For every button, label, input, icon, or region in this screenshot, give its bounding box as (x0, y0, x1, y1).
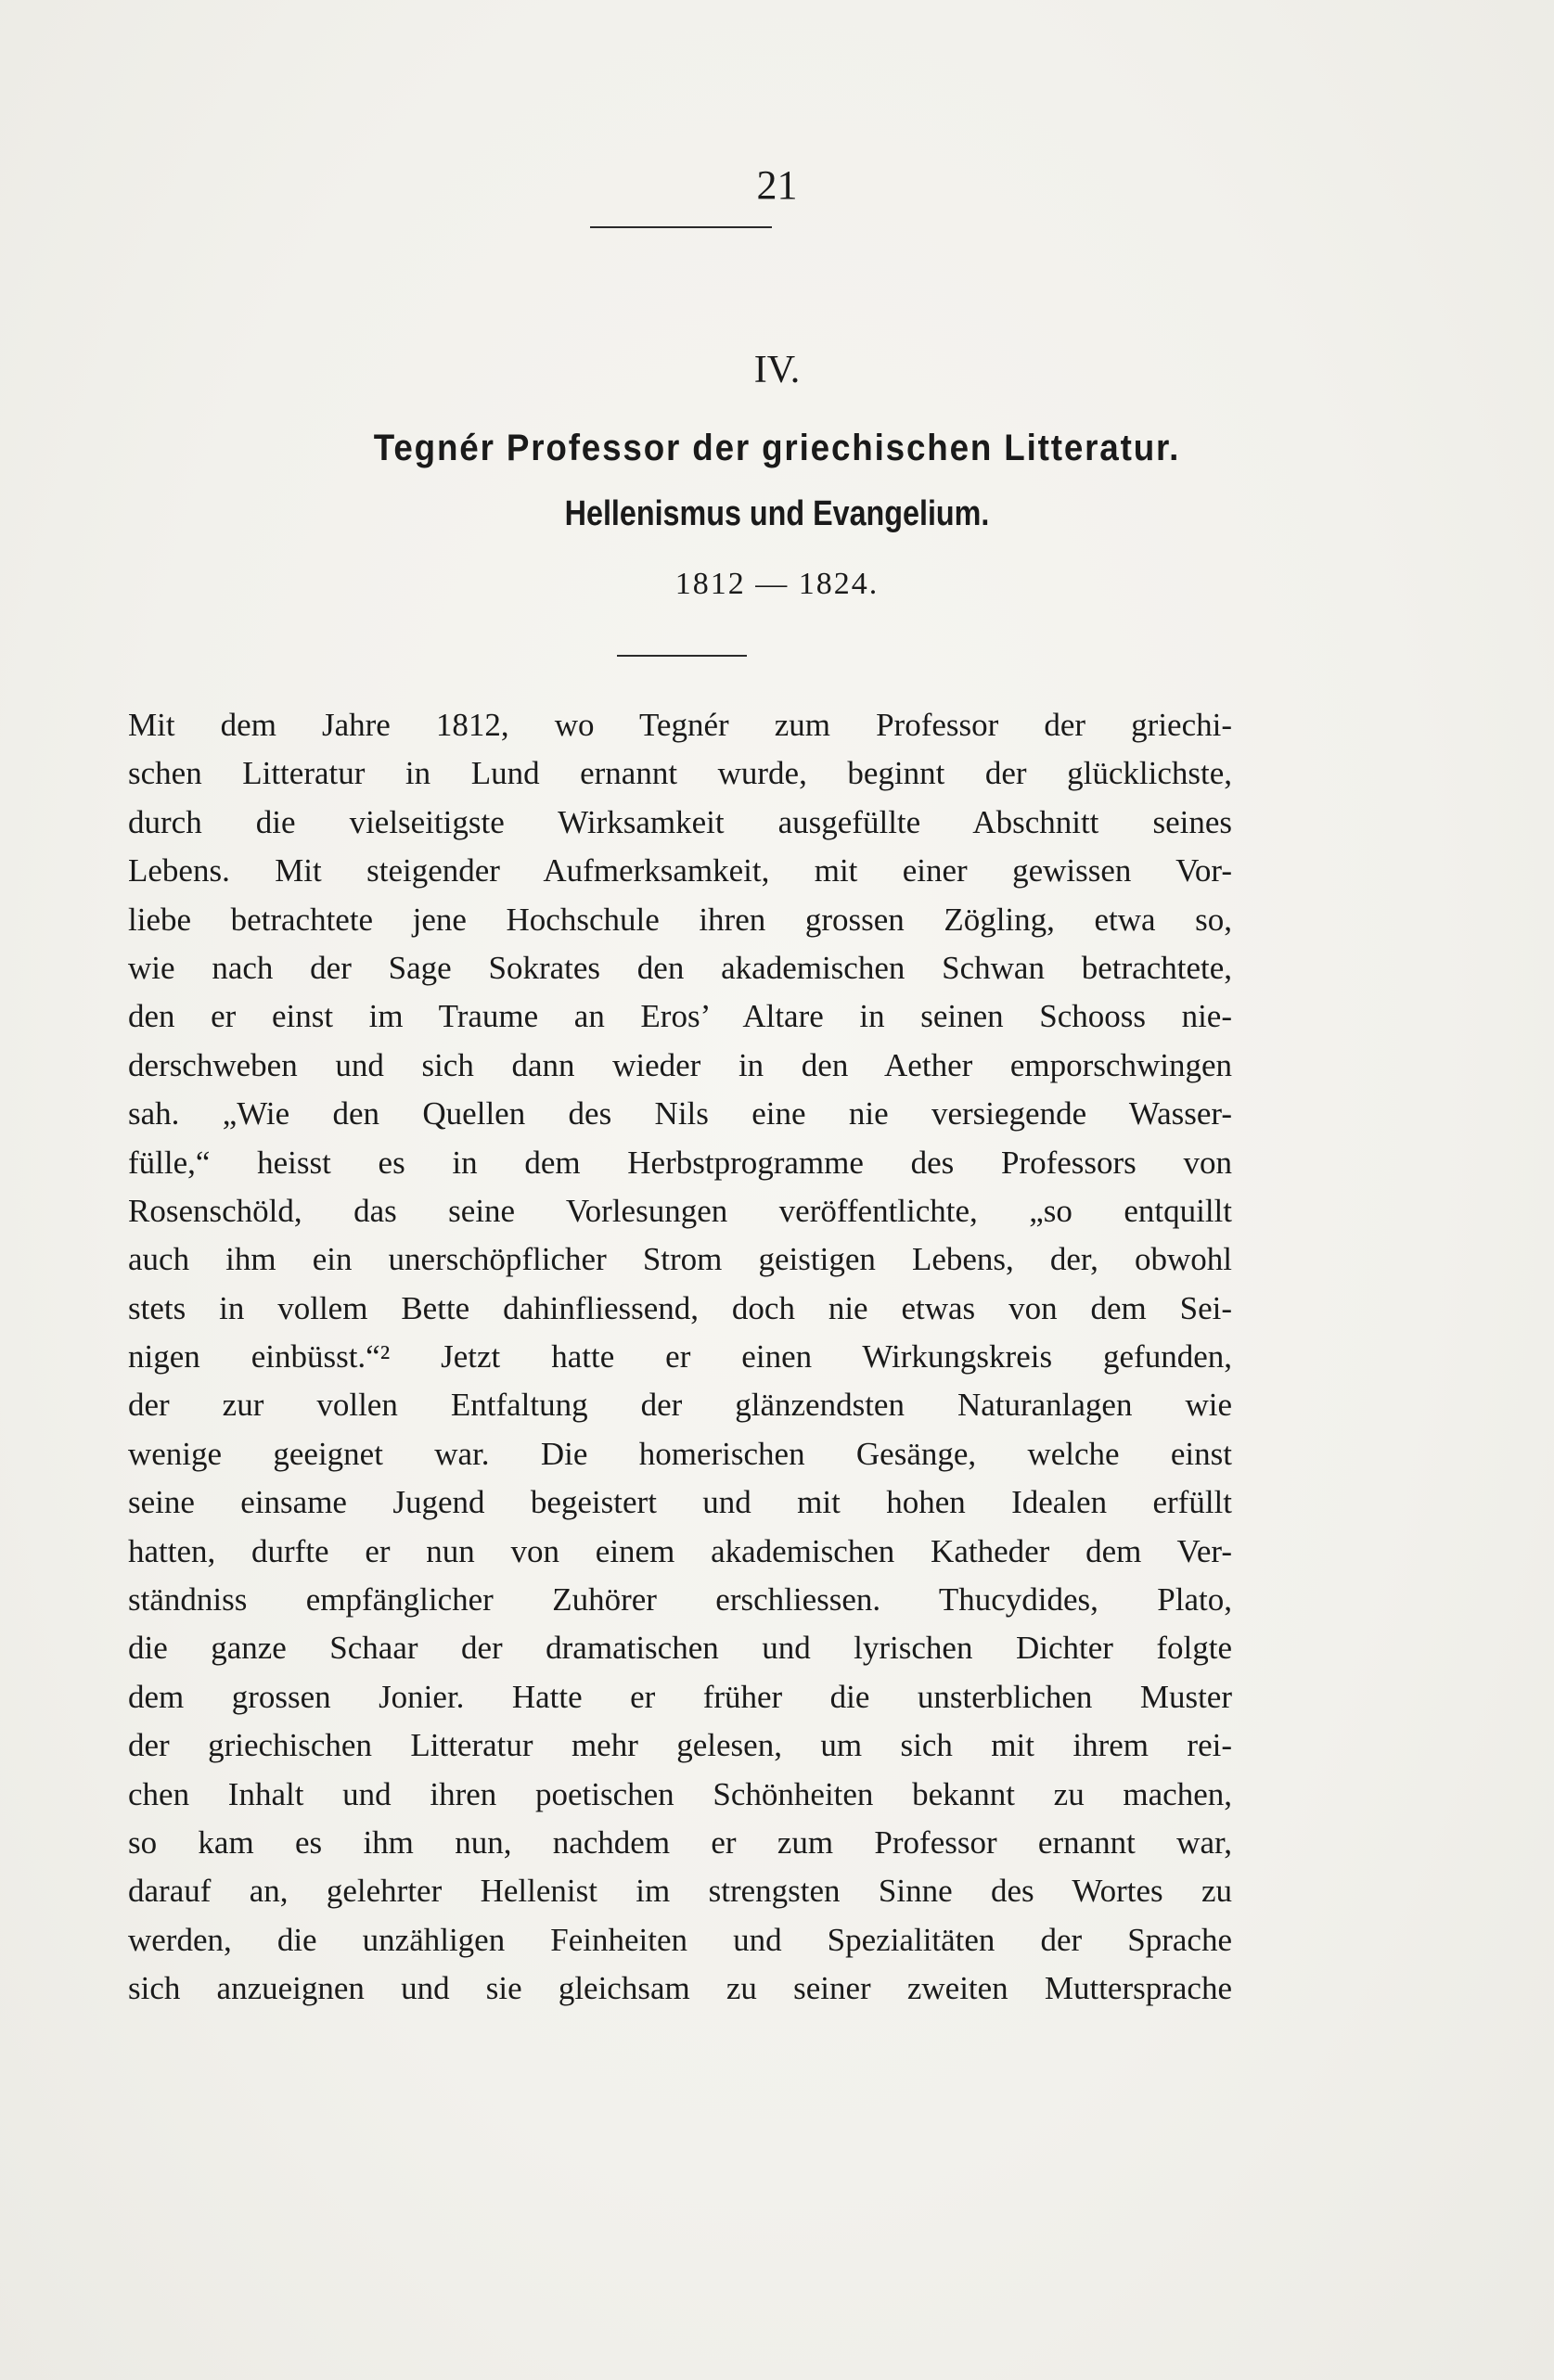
text-line: derschweben und sich dann wieder in den Aether emporschwingen (128, 1046, 1232, 1083)
text-line: der griechischen Litteratur mehr gelesen, um sich mit ihrem rei- (128, 1727, 1232, 1764)
body-text (128, 701, 1232, 2014)
text-line: seine einsame Jugend begeistert und mit hohen Idealen erfüllt (128, 1484, 1232, 1521)
text-line: schen Litteratur in Lund ernannt wurde, beginnt der glücklichste, (128, 755, 1232, 792)
text-line: liebe betrachtete jene Hochschule ihren grossen Zögling, etwa so, (128, 901, 1232, 938)
page-number-rule (590, 226, 772, 228)
text-line: sich anzueignen und sie gleichsam zu seiner zweiten Muttersprache (128, 1970, 1232, 2007)
text-line: chen Inhalt und ihren poetischen Schönheiten bekannt zu machen, (128, 1775, 1232, 1812)
text-line: die ganze Schaar der dramatischen und lyrischen Dichter folgte (128, 1630, 1232, 1667)
text-line: sah. „Wie den Quellen des Nils eine nie versiegende Wasser- (128, 1095, 1232, 1132)
text-line: auch ihm ein unerschöpflicher Strom geistigen Lebens, der, obwohl (128, 1241, 1232, 1278)
chapter-title: Tegnér Professor der griechischen Litteratur. (373, 428, 1181, 468)
page-number: 21 (756, 162, 798, 208)
text-line: durch die vielseitigste Wirksamkeit ausgefüllte Abschnitt seines (128, 803, 1232, 840)
text-line: wie nach der Sage Sokrates den akademischen Schwan betrachtete, (128, 949, 1232, 986)
text-line: Mit dem Jahre 1812, wo Tegnér zum Professor der griechi- (128, 707, 1232, 743)
text-line: den er einst im Traume an Eros’ Altare in seinen Schooss nie- (128, 998, 1232, 1035)
heading-rule (617, 655, 747, 657)
text-line: Rosenschöld, das seine Vorlesungen veröffentlichte, „so entquillt (128, 1192, 1232, 1229)
chapter-years: 1812 — 1824. (674, 567, 880, 601)
text-line: fülle,“ heisst es in dem Herbstprogramme des Professors von (128, 1144, 1232, 1181)
text-line: ständniss empfänglicher Zuhörer erschliessen. Thucydides, Plato, (128, 1581, 1232, 1619)
text-line: stets in vollem Bette dahinfliessend, doch nie etwas von dem Sei- (128, 1289, 1232, 1326)
text-line: wenige geeignet war. Die homerischen Gesänge, welche einst (128, 1435, 1232, 1472)
text-line: darauf an, gelehrter Hellenist im strengsten Sinne des Wortes zu (128, 1873, 1232, 1910)
text-line: so kam es ihm nun, nachdem er zum Professor ernannt war, (128, 1823, 1232, 1861)
text-line: werden, die unzähligen Feinheiten und Spezialitäten der Sprache (128, 1921, 1232, 1958)
text-line: der zur vollen Entfaltung der glänzendsten Naturanlagen wie (128, 1387, 1232, 1424)
text-line: Lebens. Mit steigender Aufmerksamkeit, mit einer gewissen Vor- (128, 852, 1232, 889)
text-line: hatten, durfte er nun von einem akademischen Katheder dem Ver- (128, 1532, 1232, 1569)
chapter-number: IV. (753, 349, 801, 391)
text-line: dem grossen Jonier. Hatte er früher die unsterblichen Muster (128, 1678, 1232, 1715)
chapter-subtitle: Hellenismus und Evangelium. (564, 494, 990, 533)
text-line: nigen einbüsst.“² Jetzt hatte er einen Wirkungskreis gefunden, (128, 1338, 1232, 1376)
